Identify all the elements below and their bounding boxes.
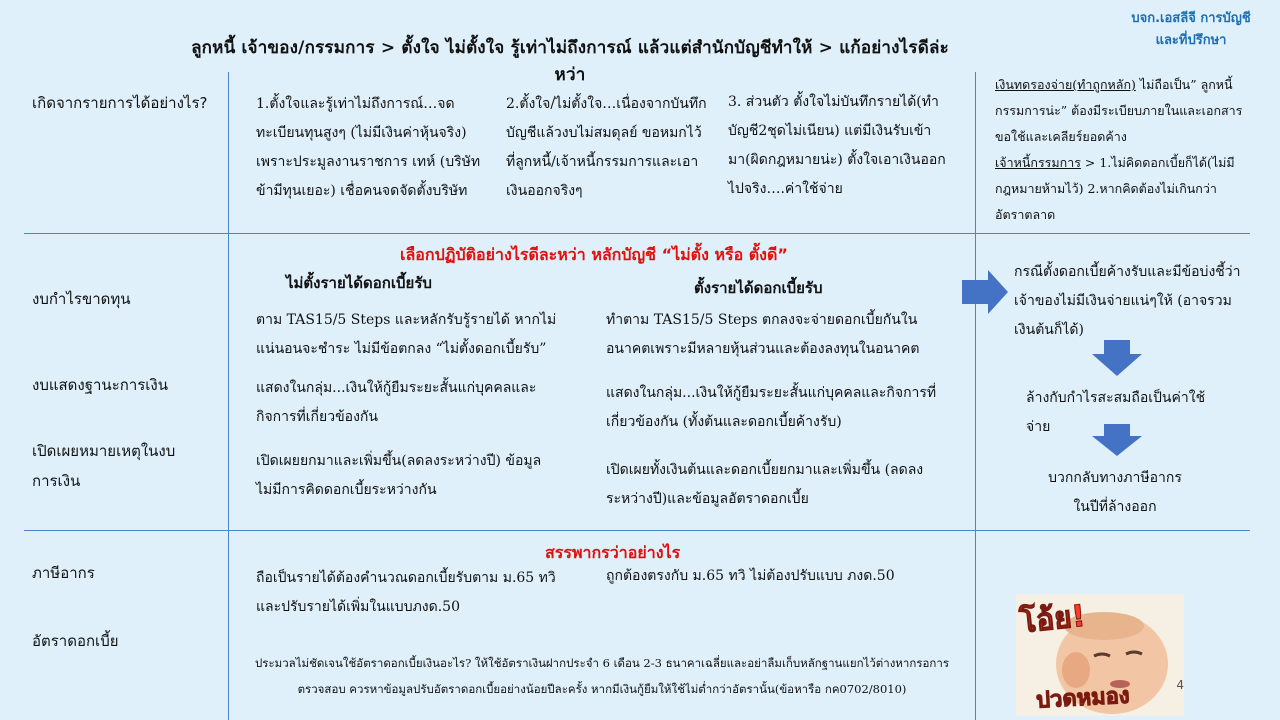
tax-heading: สรรพากรว่าอย่างไร	[545, 543, 681, 562]
cause-item-3: 3. ส่วนตัว ตั้งใจไม่บันทึกรายได้(ทำบัญชี2ชุดไม่เนียน) แต่มีเงินรับเข้ามา(ผิดกฎหมายน่ะ) ตั้งใจเอาเงินออกไปจริง….ค่าใช้จ่าย	[728, 94, 946, 197]
note-creditor-label: เจ้าหนี้กรรมการ	[995, 155, 1081, 170]
row-label-tax: ภาษีอากร	[32, 564, 95, 582]
row-label-pnl: งบกำไรขาดทุน	[32, 290, 131, 308]
tax-accrual: ถูกต้องตรงกับ ม.65 ทวิ ไม่ต้องปรับแบบ ภงด.50	[606, 568, 895, 584]
slide-title: ลูกหนี้ เจ้าของ/กรรมการ > ตั้งใจ ไม่ตั้งใจ รู้เท่าไม่ถึงการณ์ แล้วแต่สำนักบัญชีทำให้ > แก้อย่างไรดีล่ะหว่า	[191, 38, 949, 85]
sticker-text-top: โอ้ย!	[1018, 598, 1088, 641]
director-note	[995, 72, 1243, 228]
flow-step-2: ล้างกับกำไรสะสมถือเป็นค่าใช้จ่าย	[1026, 390, 1206, 435]
no-accrual-balance: แสดงในกลุ่ม...เงินให้กู้ยืมระยะสั้นแก่บุคคลและกิจการที่เกี่ยวข้องกัน	[256, 380, 537, 425]
down-arrow-icon	[1092, 424, 1142, 456]
accounting-heading: เลือกปฏิบัติอย่างไรดีละหว่า หลักบัญชี “ไม่ตั้ง หรือ ตั้งดี”	[400, 245, 788, 264]
tax-no-accrual: ถือเป็นรายได้ต้องคำนวณดอกเบี้ยรับตาม ม.65 ทวิ และปรับรายได้เพิ่มในแบบภงด.50	[256, 570, 556, 615]
no-accrual-title: ไม่ตั้งรายได้ดอกเบี้ยรับ	[286, 274, 432, 292]
row-label-disclosure-line2: การเงิน	[32, 472, 81, 490]
page-number: 4	[1176, 678, 1184, 692]
row-label-disclosure-line1: เปิดเผยหมายเหตุในงบ	[32, 442, 176, 460]
accrual-disclosure: เปิดเผยทั้งเงินต้นและดอกเบี้ยยกมาและเพิ่มขึ้น (ลดลงระหว่างปี)และข้อมูลอัตราดอกเบี้ย	[606, 462, 924, 507]
note-advance-label: เงินทดรองจ่าย(ทำถูกหลัก)	[995, 77, 1136, 92]
note-advance-text: ไม่ถือเป็น” ลูกหนี้กรรมการน่ะ” ต้องมีระเบียบภายในและเอกสารขอใช้และเคลียร์ยอดค้าง	[995, 77, 1243, 144]
flow-step-3: บวกกลับทางภาษีอากรในปีที่ล้างออก	[1048, 470, 1182, 515]
row-label-rate: อัตราดอกเบี้ย	[32, 632, 119, 650]
cause-item-1: 1.ตั้งใจและรู้เท่าไม่ถึงการณ์…จดทะเบียนทุนสูงๆ (ไม่มีเงินค่าหุ้นจริง) เพราะประมูลงานราชการ เทห์ (บริษัทข้ามีทุนเยอะ) เชื่อคนจดจัดตั้งบริษัท	[256, 96, 481, 199]
row-label-disclosure	[32, 436, 222, 496]
down-arrow-icon	[1092, 340, 1142, 376]
sticker-text-bottom: ปวดหมอง	[1035, 683, 1131, 714]
company-name-line1: บจก.เอสลีจี การบัญชี	[1131, 11, 1251, 26]
divider-left	[228, 72, 229, 720]
row-label-cause: เกิดจากรายการได้อย่างไร?	[32, 94, 208, 112]
company-name-line2: และที่ปรึกษา	[1155, 33, 1227, 48]
accrual-balance: แสดงในกลุ่ม...เงินให้กู้ยืมระยะสั้นแก่บุคคลและกิจการที่เกี่ยวข้องกัน (ทั้งต้นและดอกเบี้ยค้างรับ)	[606, 385, 937, 430]
divider-right	[975, 72, 976, 720]
row-label-balance: งบแสดงฐานะการเงิน	[32, 376, 169, 394]
cause-item-2: 2.ตั้งใจ/ไม่ตั้งใจ…เนื่องจากบันทึกบัญชีแล้วงบไม่สมดุลย์ ขอหมกไว้ที่ลูกหนี้/เจ้าหนี้กรรมการและเอาเงินออกจริงๆ	[506, 96, 707, 199]
interest-rate-footnote: ประมวลไม่ชัดเจนใช้อัตราดอกเบี้ยเงินอะไร? ให้ใช้อัตราเงินฝากประจำ 6 เดือน 2-3 ธนาคาเฉลี่ยและอย่าลืมเก็บหลักฐานแยกไว้ต่างหากรอการตรวจสอบ ควรหาข้อมูลปรับอัตราดอกเบี้ยอย่างน้อยปีละครั้ง หากมีเงินกู้ยืมให้ใช้ไม่ต่ำกว่าอัตรานั้น(ข้อหารือ กค0702/8010)	[254, 656, 949, 696]
right-arrow-icon	[962, 270, 1010, 314]
no-accrual-disclosure: เปิดเผยยกมาและเพิ่มขึ้น(ลดลงระหว่างปี) ข้อมูลไม่มีการคิดดอกเบี้ยระหว่างกัน	[256, 453, 542, 498]
divider-top	[24, 233, 1250, 234]
accrual-title: ตั้งรายได้ดอกเบี้ยรับ	[694, 279, 823, 297]
note-creditor-text: > 1.ไม่คิดดอกเบี้ยก็ได้(ไม่มีกฎหมายห้ามไว้) 2.หากคิดต้องไม่เกินกว่าอัตราตลาด	[995, 155, 1235, 222]
company-name	[1116, 8, 1266, 52]
flow-step-1: กรณีตั้งดอกเบี้ยค้างรับและมีข้อบ่งชี้ว่าเจ้าของไม่มีเงินจ่ายแน่ๆให้ (อาจรวมเงินต้นก็ได้)	[1014, 264, 1241, 338]
no-accrual-pnl: ตาม TAS15/5 Steps และหลักรับรู้รายได้ หากไม่แน่นอนจะชำระ ไม่มีข้อตกลง “ไม่ตั้งดอกเบี้ยรับ”	[256, 312, 557, 357]
divider-bottom	[24, 530, 1250, 531]
accrual-pnl: ทำตาม TAS15/5 Steps ตกลงจะจ่ายดอกเบี้ยกันในอนาคตเพราะมีหลายหุ้นส่วนและต้องลงทุนในอนาคต	[606, 312, 920, 357]
